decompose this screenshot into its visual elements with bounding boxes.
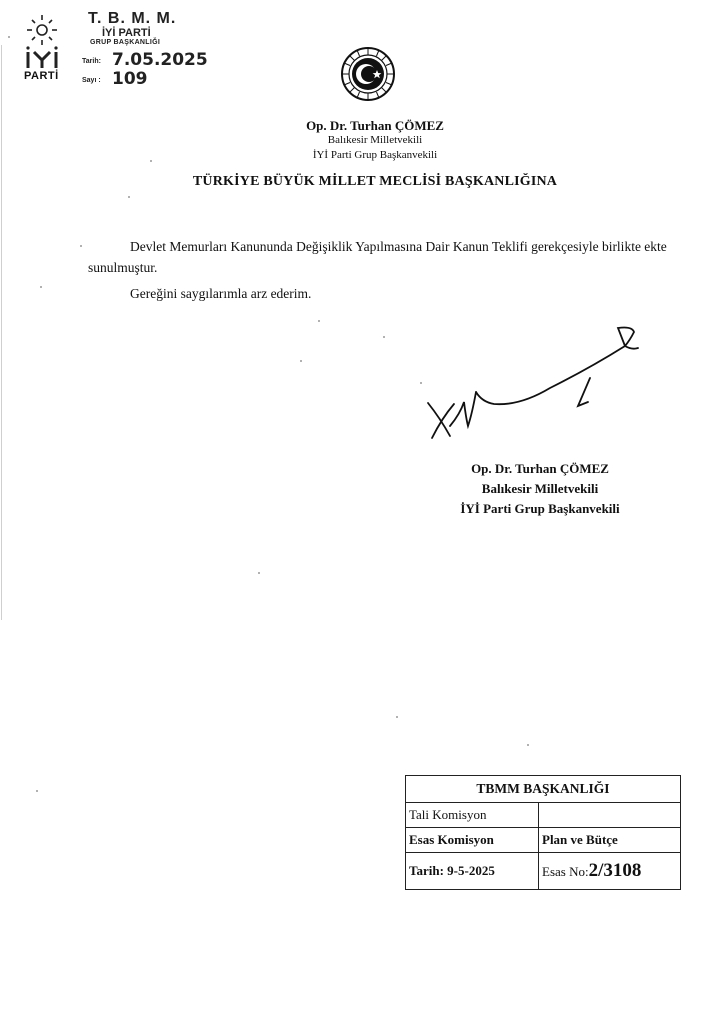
registration-stamp xyxy=(78,10,218,90)
registry-esas-number: 2/3108 xyxy=(588,860,642,881)
body-paragraph-2: Gereğini saygılarımla arz ederim. xyxy=(130,286,312,301)
scan-speck xyxy=(150,160,152,162)
signature-role: İYİ Parti Grup Başkanvekili xyxy=(460,501,620,516)
party-logo-subtext: PARTİ xyxy=(24,70,59,82)
scan-speck xyxy=(396,716,398,718)
registry-table xyxy=(405,775,681,890)
stamp-date-value: 7.05.2025 xyxy=(112,50,208,70)
registry-sub-committee-label: Tali Komisyon xyxy=(406,803,539,828)
table-row xyxy=(406,853,681,890)
party-logo xyxy=(22,10,74,85)
sun-rays-icon xyxy=(22,10,74,72)
stamp-date-label: Tarih: xyxy=(82,58,101,65)
stamp-line-group: GRUP BAŞKANLIĞI xyxy=(90,39,161,46)
handwritten-signature xyxy=(420,318,650,448)
stamp-number-label: Sayı : xyxy=(82,77,101,84)
scan-speck xyxy=(8,36,10,38)
scan-speck xyxy=(300,360,302,362)
stamp-number-value: 109 xyxy=(112,69,148,89)
scan-speck xyxy=(40,286,42,288)
tbmm-emblem-icon xyxy=(340,46,396,102)
scan-speck xyxy=(258,572,260,574)
scan-edge-line xyxy=(1,45,2,620)
registry-date: Tarih: 9-5-2025 xyxy=(406,853,539,890)
scan-speck xyxy=(128,196,130,198)
stamp-line-tbmm: T. B. M. M. xyxy=(88,10,177,27)
registry-main-committee-value: Plan ve Bütçe xyxy=(539,828,681,853)
registry-esas-label: Esas No: xyxy=(542,864,589,879)
registry-esas-cell xyxy=(539,853,681,890)
signature-name: Op. Dr. Turhan ÇÖMEZ xyxy=(471,461,609,476)
scan-speck xyxy=(80,245,82,247)
addressee-heading: TÜRKİYE BÜYÜK MİLLET MECLİSİ BAŞKANLIĞINA xyxy=(192,174,558,189)
signature-title: Balıkesir Milletvekili xyxy=(481,481,599,496)
sender-name: Op. Dr. Turhan ÇÖMEZ xyxy=(306,118,444,133)
table-row xyxy=(406,828,681,853)
signature-block xyxy=(430,459,650,519)
registry-main-committee-label: Esas Komisyon xyxy=(406,828,539,853)
scan-speck xyxy=(36,790,38,792)
scan-speck xyxy=(527,744,529,746)
scan-speck xyxy=(383,336,385,338)
sender-header xyxy=(250,118,500,163)
registry-header: TBMM BAŞKANLIĞI xyxy=(406,776,681,803)
scan-speck xyxy=(318,320,320,322)
scan-speck xyxy=(420,382,422,384)
body-paragraph-1: Devlet Memurları Kanununda Değişiklik Yapılmasına Dair Kanun Teklifi gerekçesiyle birlikte ekte sunulmuştur. xyxy=(88,239,667,275)
sender-title: Balıkesir Milletvekili xyxy=(327,134,423,146)
registry-sub-committee-value xyxy=(539,803,681,828)
table-row xyxy=(406,803,681,828)
stamp-line-party: İYİ PARTİ xyxy=(102,27,151,39)
sender-role: İYİ Parti Grup Başkanvekili xyxy=(312,149,438,161)
